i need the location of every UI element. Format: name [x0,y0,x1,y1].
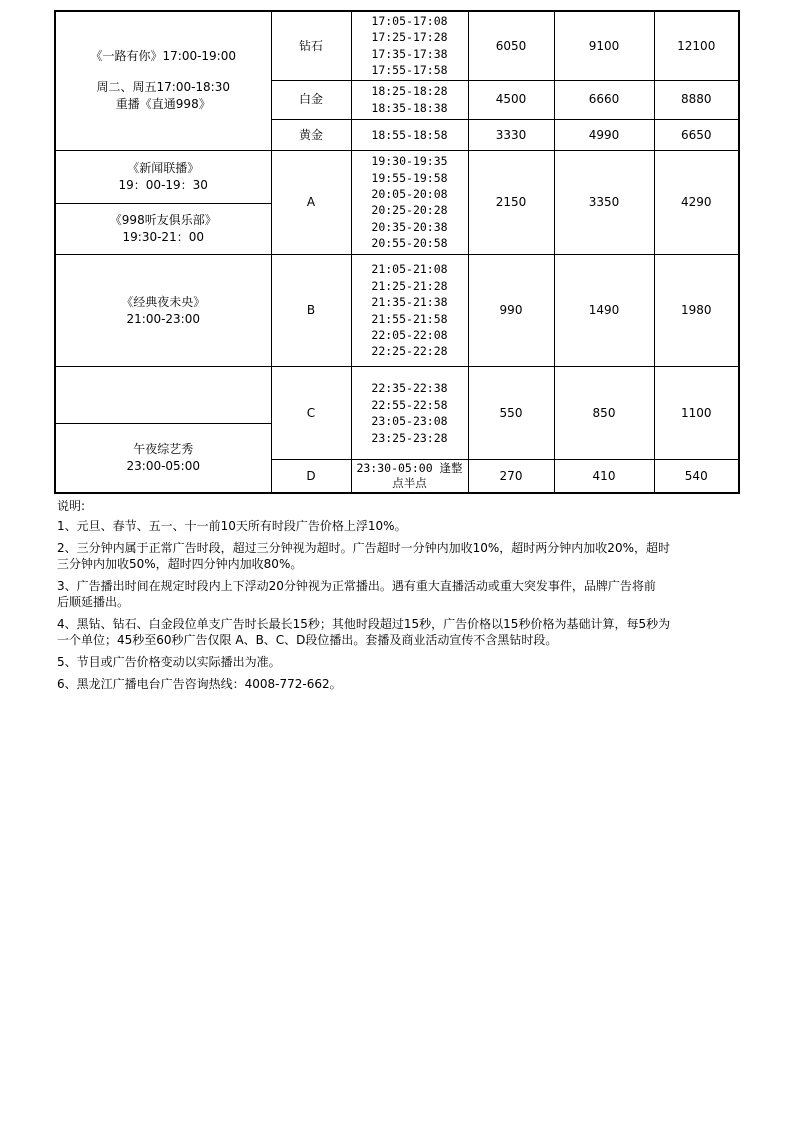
note-item [57,578,747,610]
time-slot: 21:35-21:38 [371,295,448,310]
price-cell: 550 [468,367,554,460]
program-line: 19:30-21：00 [122,229,204,244]
price-cell: 540 [654,460,739,493]
table-row [55,367,739,424]
time-slots-cell [351,460,468,493]
note-line: 6、黑龙江广播电台广告咨询热线：4008-772-662。 [57,677,342,691]
segment-cell: C [271,367,351,460]
price-cell: 850 [554,367,654,460]
price-cell: 4290 [654,150,739,254]
time-slots-cell [351,80,468,119]
program-line: 《998听友俱乐部》 [109,212,217,227]
segment-cell: D [271,460,351,493]
time-slot: 18:25-18:28 [371,84,448,99]
price-cell: 6660 [554,80,654,119]
time-slot: 20:05-20:08 [371,186,448,201]
note-line: 1、元旦、春节、五一、十一前10天所有时段广告价格上浮10%。 [57,519,407,533]
time-slot: 22:25-22:28 [371,344,448,359]
note-line: 3、广告播出时间在规定时段内上下浮动20分钟视为正常播出。遇有重大直播活动或重大突发事件，品牌广告将前 [57,579,656,593]
time-slot: 21:05-21:08 [371,262,448,277]
segment-cell: 钻石 [271,11,351,80]
program-line: 23:00-05:00 [126,459,200,474]
segment-cell: A [271,150,351,254]
time-slot: 17:35-17:38 [371,46,448,61]
program-cell-wuye [55,424,271,493]
table-row [55,150,739,203]
price-cell: 1490 [554,254,654,366]
price-cell: 1980 [654,254,739,366]
time-slot: 21:25-21:28 [371,278,448,293]
note-line: 4、黑钻、钻石、白金段位单支广告时长最长15秒；其他时段超过15秒，广告价格以15秒价格为基础计算，每5秒为 [57,617,671,631]
time-slot: 23:05-23:08 [371,414,448,429]
price-cell: 4500 [468,80,554,119]
price-cell: 990 [468,254,554,366]
program-line: 《经典夜未央》 [121,294,206,309]
price-cell: 1100 [654,367,739,460]
time-slot: 19:30-19:35 [371,154,448,169]
price-cell: 2150 [468,150,554,254]
program-cell-jingdian [55,254,271,366]
time-slots-cell [351,119,468,150]
program-line: 《一路有你》17:00-19:00 [90,49,236,64]
segment-cell: B [271,254,351,366]
time-slot: 17:55-17:58 [371,63,448,78]
time-slot: 21:55-21:58 [371,311,448,326]
price-cell: 3330 [468,119,554,150]
time-slot: 22:05-22:08 [371,328,448,342]
note-item [57,518,747,534]
time-slot: 20:35-20:38 [371,219,448,234]
table-row [55,11,739,80]
time-slot: 22:55-22:58 [371,397,448,412]
price-cell: 6050 [468,11,554,80]
time-slot: 18:35-18:38 [371,100,448,115]
price-cell: 6650 [654,119,739,150]
program-line: 19：00-19：30 [118,177,208,192]
note-line: 5、节目或广告价格变动以实际播出为准。 [57,655,281,669]
note-line: 一个单位；45秒至60秒广告仅限 A、B、C、D段位播出。套播及商业活动宣传不含黑钻时段。 [57,633,558,647]
program-line: 21:00-23:00 [126,311,200,326]
time-slot: 23:25-23:28 [371,430,448,445]
program-cell-yilu [55,11,271,150]
program-cell-xinwen [55,150,271,203]
ad-rate-table [54,10,740,494]
note-item [57,616,747,648]
program-line: 重播《直通998》 [115,97,211,112]
time-slot: 20:25-20:28 [371,203,448,218]
price-cell: 3350 [554,150,654,254]
program-line: 周二、周五17:00-18:30 [96,80,230,95]
note-line: 后顺延播出。 [57,595,130,609]
program-line: 午夜综艺秀 [133,442,194,457]
note-item [57,540,747,572]
time-slot: 17:05-17:08 [371,14,448,28]
time-slots-cell [351,367,468,460]
segment-cell: 黄金 [271,119,351,150]
time-slot: 点半点 [392,476,427,491]
price-cell: 410 [554,460,654,493]
price-cell: 4990 [554,119,654,150]
note-line: 2、三分钟内属于正常广告时段，超过三分钟视为超时。广告超时一分钟内加收10%，超时两分钟内加收20%，超时 [57,541,670,555]
price-cell: 9100 [554,11,654,80]
notes-section [57,498,747,698]
time-slot: 19:55-19:58 [371,170,448,185]
time-slots-cell [351,254,468,366]
segment-cell: 白金 [271,80,351,119]
rate-table-container [54,10,738,494]
time-slots-cell [351,11,468,80]
notes-title: 说明: [57,499,86,513]
price-cell: 8880 [654,80,739,119]
price-cell: 270 [468,460,554,493]
time-slot: 17:25-17:28 [371,30,448,45]
note-item [57,676,747,692]
note-line: 三分钟内加收50%，超时四分钟内加收80%。 [57,557,303,571]
note-item [57,654,747,670]
program-cell-jingdian-cont [55,367,271,424]
program-cell-998club [55,203,271,254]
time-slot: 23:30-05:00 逢整 [356,461,463,476]
time-slots-cell [351,150,468,254]
table-row [55,254,739,366]
program-line: 《新闻联播》 [127,160,200,175]
time-slot: 18:55-18:58 [371,127,448,142]
price-cell: 12100 [654,11,739,80]
time-slot: 22:35-22:38 [371,381,448,396]
time-slot: 20:55-20:58 [371,236,448,251]
